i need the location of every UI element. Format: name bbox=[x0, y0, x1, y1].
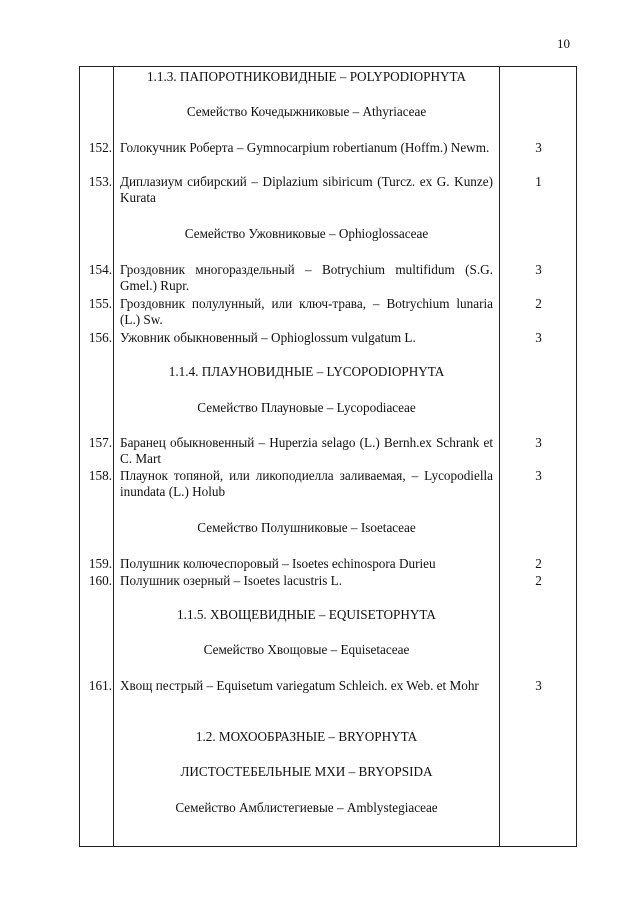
section-heading-bryopsida: ЛИСТОСТЕБЕЛЬНЫЕ МХИ – BRYOPSIDA bbox=[180, 764, 433, 779]
species-table bbox=[79, 66, 577, 847]
status-category: 2 bbox=[535, 573, 542, 588]
section-heading-bryophyta: 1.2. МОХООБРАЗНЫЕ – BRYOPHYTA bbox=[195, 729, 418, 744]
family-heading-isoetaceae: Семейство Полушниковые – Isoetaceae bbox=[197, 520, 416, 535]
status-category: 2 bbox=[535, 556, 542, 571]
species-name: Хвощ пестрый – Equisetum variegatum Schleich. ex Web. et Mohr bbox=[120, 678, 479, 693]
status-category: 1 bbox=[535, 174, 542, 189]
species-name: Полушник колючеспоровый – Isoetes echinospora Durieu bbox=[120, 556, 436, 571]
row-number: 153. bbox=[88, 174, 112, 189]
row-number: 156. bbox=[88, 330, 112, 345]
status-category: 2 bbox=[535, 296, 542, 311]
species-name: Баранец обыкновенный – Huperzia selago (L.) Bernh.ex Schrank et C. Mart bbox=[120, 435, 493, 467]
row-number: 154. bbox=[88, 262, 112, 277]
family-heading-lycopodiaceae: Семейство Плауновые – Lycopodiaceae bbox=[197, 400, 416, 415]
status-category: 3 bbox=[535, 330, 542, 345]
section-heading-ferns: 1.1.3. ПАПОРОТНИКОВИДНЫЕ – POLYPODIOPHYTA bbox=[146, 69, 467, 84]
family-heading-amblystegiaceae: Семейство Амблистегиевые – Amblystegiaceae bbox=[175, 800, 438, 815]
family-heading-athyriaceae: Семейство Кочедыжниковые – Athyriaceae bbox=[186, 104, 427, 119]
species-name: Диплазиум сибирский – Diplazium sibiricum (Turcz. ex G. Kunze) Kurata bbox=[120, 174, 493, 206]
species-name: Голокучник Роберта – Gymnocarpium robertianum (Hoffm.) Newm. bbox=[120, 140, 490, 155]
species-name: Гроздовник полулунный, или ключ-трава, – Botrychium lunaria (L.) Sw. bbox=[120, 296, 493, 328]
status-category: 3 bbox=[535, 435, 542, 450]
page-number: 10 bbox=[557, 36, 570, 51]
section-heading-lycopods: 1.1.4. ПЛАУНОВИДНЫЕ – LYCOPODIOPHYTA bbox=[168, 364, 445, 379]
species-name: Гроздовник многораздельный – Botrychium multifidum (S.G. Gmel.) Rupr. bbox=[120, 262, 493, 294]
species-name: Плаунок топяной, или ликоподиелла заливаемая, – Lycopodiella inundata (L.) Holub bbox=[120, 468, 493, 500]
family-heading-ophioglossaceae: Семейство Ужовниковые – Ophioglossaceae bbox=[184, 226, 429, 241]
species-name: Ужовник обыкновенный – Ophioglossum vulgatum L. bbox=[120, 330, 416, 345]
row-number: 152. bbox=[88, 140, 112, 155]
row-number: 160. bbox=[88, 573, 112, 588]
row-number: 158. bbox=[88, 468, 112, 483]
row-number: 159. bbox=[88, 556, 112, 571]
status-category: 3 bbox=[535, 678, 542, 693]
row-number: 161. bbox=[88, 678, 112, 693]
family-heading-equisetaceae: Семейство Хвощовые – Equisetaceae bbox=[203, 642, 410, 657]
status-category: 3 bbox=[535, 140, 542, 155]
row-number: 155. bbox=[88, 296, 112, 311]
section-heading-horsetails: 1.1.5. ХВОЩЕВИДНЫЕ – EQUISETOPHYTA bbox=[177, 607, 436, 622]
row-number: 157. bbox=[88, 435, 112, 450]
status-category: 3 bbox=[535, 262, 542, 277]
species-name: Полушник озерный – Isoetes lacustris L. bbox=[120, 573, 343, 588]
status-category: 3 bbox=[535, 468, 542, 483]
